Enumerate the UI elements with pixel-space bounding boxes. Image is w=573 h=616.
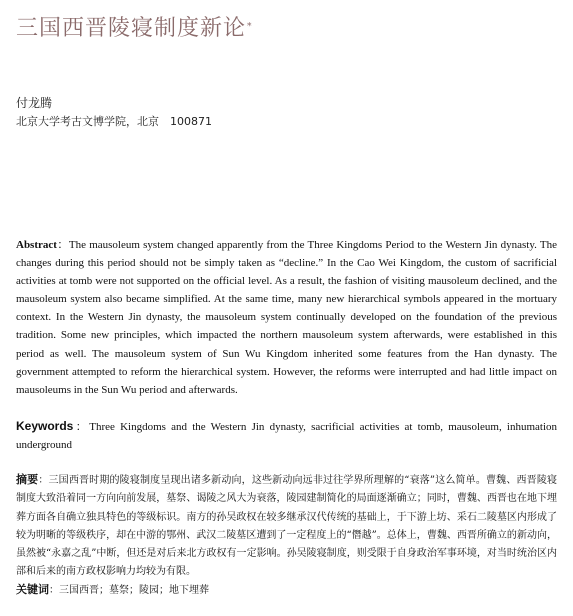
chinese-keywords-text: 三国西晋；墓祭；陵园；地下埋葬 xyxy=(59,585,209,596)
english-keywords-text: Three Kingdoms and the Western Jin dynasty, sacrificial activities at tomb, mausoleum, inhumation underground xyxy=(16,421,557,452)
author-name: 付龙腾 xyxy=(16,96,53,110)
english-keywords-label: Keywords xyxy=(16,419,74,433)
english-abstract xyxy=(16,236,557,399)
chinese-abstract-separator: ： xyxy=(38,475,49,486)
title-footnote-mark: * xyxy=(247,22,253,32)
chinese-abstract-label: 摘要 xyxy=(16,473,39,486)
english-abstract-label: Abstract xyxy=(16,239,57,251)
english-abstract-text: The mausoleum system changed apparently from the Three Kingdoms Period to the Western Jin dynasty. The changes during this period should not be simply taken as “decline.” In the Cao Wei Kingdom, the custom of sacrificial activities at tomb were not supported on the official level. As a result, the fashion of visiting mausoleum declined, and the mausoleum system also became simplified. At the same time, many new hierarchical symbols appeared in the mortuary context. In the Western Jin dynasty, the mausoleum system continually developed on the foundation of the previous tradition. Some new principles, which impacted the northern mausoleum system afterwards, were established in this period as well. The mausoleum system of Sun Wu Kingdom inherited some features from the Han dynasty. The government attempted to reform the hierarchical system. However, the reforms were interrupted and had little impact on mausoleums in the Sun Wu period and afterwards. xyxy=(16,239,558,396)
english-abstract-separator: ： xyxy=(56,239,69,251)
paper-title xyxy=(16,14,252,44)
chinese-keywords-separator: ： xyxy=(49,585,59,596)
english-keywords-separator: ： xyxy=(73,421,90,433)
chinese-keywords-label: 关键词 xyxy=(16,583,49,596)
author-affiliation: 北京大学考古文博学院，北京 100871 xyxy=(16,115,212,128)
chinese-abstract xyxy=(16,471,557,582)
english-keywords xyxy=(16,417,557,454)
chinese-keywords xyxy=(16,581,557,600)
chinese-abstract-text: 三国西晋时期的陵寝制度呈现出诸多新动向，这些新动向远非过往学界所理解的“衰落”这么简单。曹魏、西晋陵寝制度大致沿着同一方向向前发展，墓祭、谒陵之风大为衰落，陵园建制简化的局面逐渐确立；同时，曹魏、西晋也在地下埋葬方面各自确立独具特色的等级标识。南方的孙吴政权在较多继承汉代传统的基础上，于下游上坊、采石二陵墓区内形成了较为明晰的等级秩序，却在中游的鄂州、武汉二陵墓区遭到了一定程度上的“僭越”。总体上，曹魏、西晋所确立的新动向，虽然被“永嘉之乱”中断，但还是对后来北方政权有一定影响。孙吴陵寝制度，则受限于自身政治军事环境，对当时统治区内部和后来的南方政权影响力均较为有限。 xyxy=(16,475,558,578)
paper-title-text: 三国西晋陵寝制度新论 xyxy=(16,16,247,41)
